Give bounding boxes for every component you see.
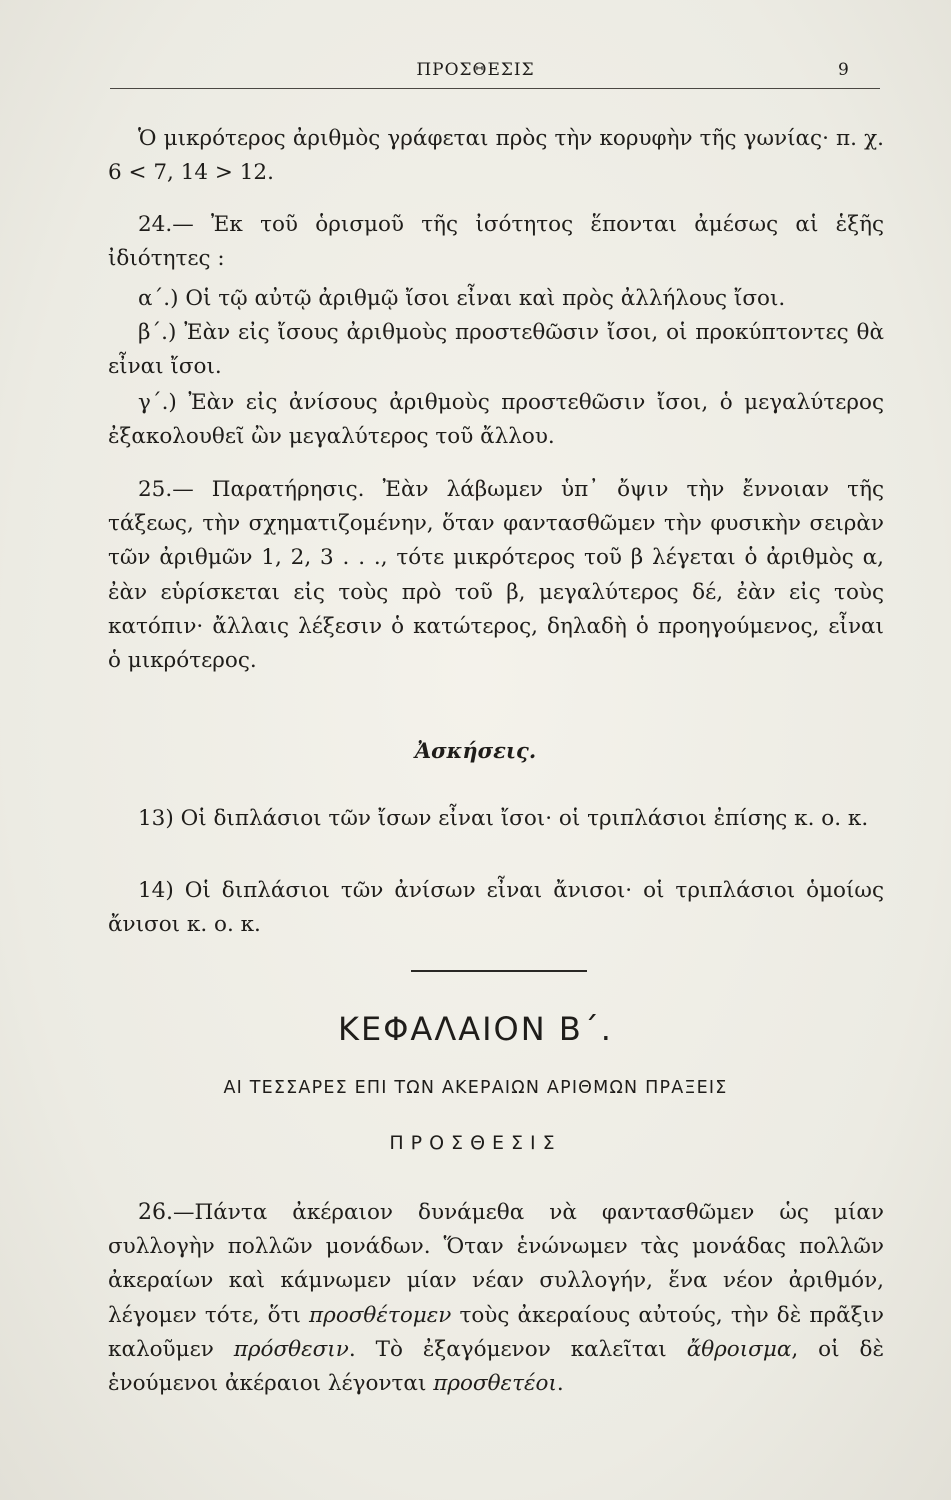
exercise-13 [108,802,884,836]
property-gamma [108,386,884,454]
page-number: 9 [838,60,849,80]
paragraph-inequality-notation [108,122,884,190]
paragraph-text: α΄.) Οἱ τῷ αὐτῷ ἀριθμῷ ἴσοι εἶναι καὶ πρὸς ἀλλήλους ἴσοι. [138,286,786,311]
exercises-heading: Ἀσκήσεις. [414,738,537,763]
paragraph-number: 25. [138,477,173,502]
paragraph-text: Ὁ μικρότερος ἀριθμὸς γράφεται πρὸς τὴν κορυφὴν τῆς γωνίας· π. χ. 6 < 7, 14 > 12. [108,126,884,186]
term-prosthetomen: προσθέτομεν [309,1302,452,1328]
term-athroisma: ἄθροισμα [686,1336,792,1362]
chapter-title: ΚΕΦΑΛΑΙΟΝ Β΄. [338,1010,613,1048]
paragraph-24 [108,208,884,276]
paragraph-text: — Ἐκ τοῦ ὁρισμοῦ τῆς ἰσότητος ἕπονται ἀμέσως αἱ ἑξῆς ἰδιότητες : [108,212,884,272]
paragraph-text: — Παρατήρησις. Ἐὰν λάβωμεν ὑπ᾿ ὄψιν τὴν ἔννοιαν τῆς τάξεως, τὴν σχηματιζομένην, ὅταν φαντασθῶμεν τὴν φυσικὴν σειρὰν τῶν ἀριθμῶν 1, 2, 3 . . ., τότε μικρότερος τοῦ β λέγεται ὁ ἀριθμὸς α, ἐὰν εὑρίσκεται εἰς τοὺς πρὸ τοῦ β, μεγαλύτερος δέ, ἐὰν εἰς τοὺς κατόπιν· ἄλλαις λέξεσιν ὁ κατώτερος, δηλαδὴ ὁ προηγούμενος, εἶναι ὁ μικρότερος. [108,477,884,674]
paragraph-text: . [556,1371,564,1397]
paragraph-number: 26. [138,1200,173,1225]
section-divider [411,970,587,972]
paragraph-text: γ΄.) Ἐὰν εἰς ἀνίσους ἀριθμοὺς προστεθῶσιν ἴσοι, ὁ μεγαλύτερος ἐξακολουθεῖ ὢν μεγαλύτερος τοῦ ἄλλου. [108,390,884,450]
section-title: ΠΡΟΣΘΕΣΙΣ [389,1132,562,1154]
paragraph-text: β΄.) Ἐὰν εἰς ἴσους ἀριθμοὺς προστεθῶσιν ἴσοι, οἱ προκύπτοντες θὰ εἶναι ἴσοι. [108,320,884,380]
paragraph-text: —Πάντα ἀκέραιον δυνάμεθα νὰ φαντασθῶμεν ὡς μίαν συλλογὴν πολλῶν μονάδων. Ὅταν ἑνώνωμεν τὰς μονάδας πολλῶν ἀκεραίων καὶ κάμνωμεν μίαν νέαν συλλογήν, ἕνα νέον ἀριθμόν, λέγομεν τότε, ὅτι [108,1200,884,1328]
paragraph-25 [108,473,884,678]
exercise-14 [108,874,884,942]
term-prosthesis: πρόσθεσιν [233,1336,349,1362]
property-beta [108,316,884,384]
property-alpha [108,282,884,316]
paragraph-26 [108,1196,884,1401]
paragraph-text: τοὺς ἀκεραίους αὐτούς, τὴν δὲ πρᾶξιν καλοῦμεν [108,1302,885,1362]
running-header-title: ΠΡΟΣΘΕΣΙΣ [416,60,535,80]
paragraph-text: , οἱ δὲ ἑνούμενοι ἀκέραιοι λέγονται [108,1336,884,1397]
exercise-text: 14) Οἱ διπλάσιοι τῶν ἀνίσων εἶναι ἄνισοι· οἱ τριπλάσιοι ὁμοίως ἄνισοι κ. ο. κ. [108,878,884,938]
term-prosthetoi: προσθετέοι [433,1371,557,1397]
header-rule [110,88,880,89]
exercise-text: 13) Οἱ διπλάσιοι τῶν ἴσων εἶναι ἴσοι· οἱ τριπλάσιοι ἐπίσης κ. ο. κ. [138,806,869,831]
paragraph-number: 24. [138,212,173,237]
paragraph-text: . Τὸ ἐξαγόμενον καλεῖται [348,1336,687,1362]
chapter-subtitle: ΑΙ ΤΕΣΣΑΡΕΣ ΕΠΙ ΤΩΝ ΑΚΕΡΑΙΩΝ ΑΡΙΘΜΩΝ ΠΡΑΞΕΙΣ [223,1078,728,1098]
